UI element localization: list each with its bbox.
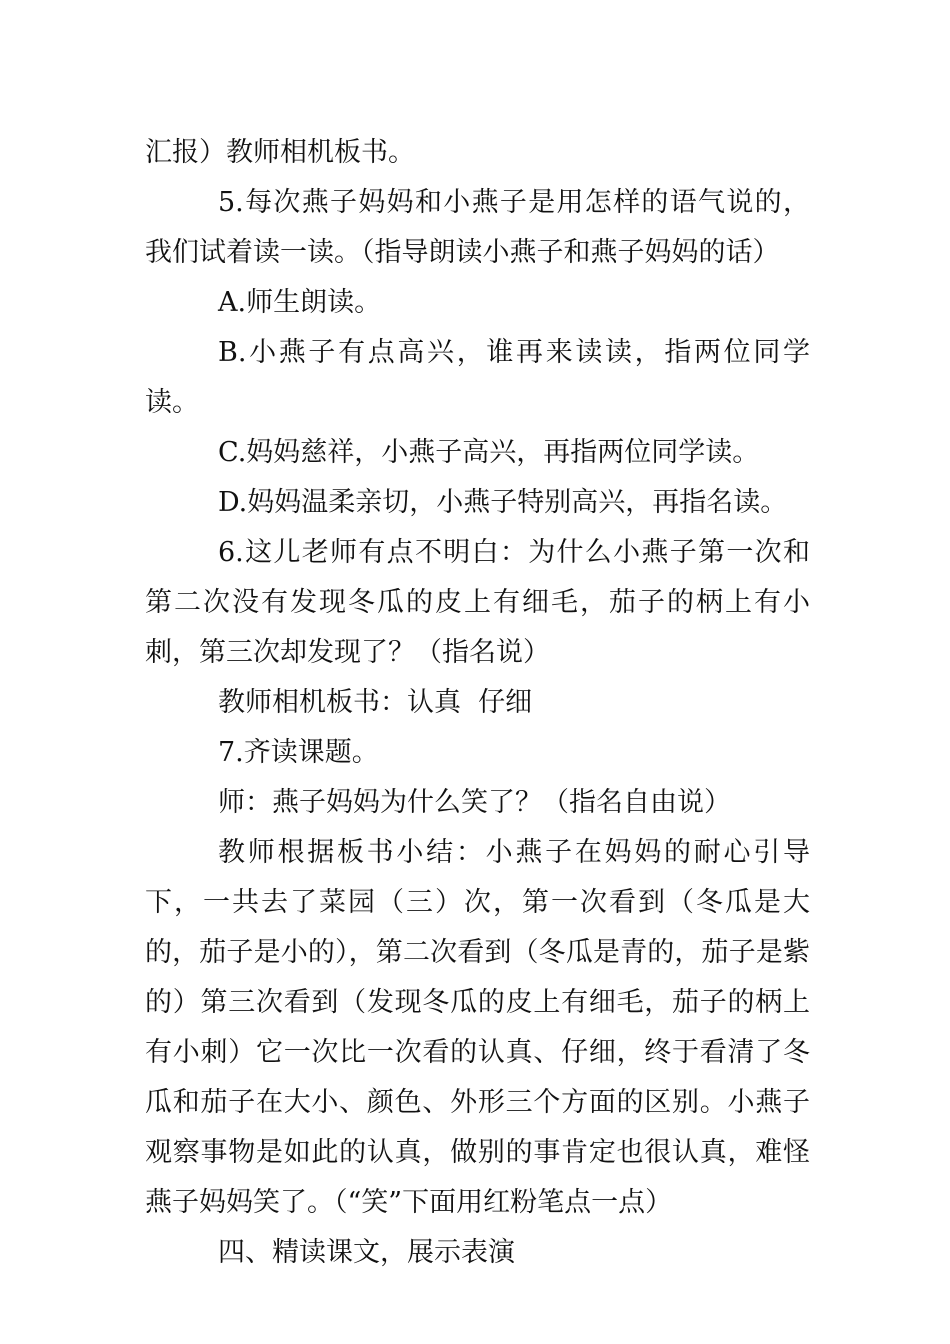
document-body xyxy=(145,128,810,1278)
paragraph-step-5c: C.妈妈慈祥，小燕子高兴，再指两位同学读。 xyxy=(218,437,760,468)
paragraph-step-5b: B.小燕子有点高兴，谁再来读读，指两位同学读。 xyxy=(145,337,810,418)
paragraph-report-continuation: 汇报）教师相机板书。 xyxy=(145,137,415,168)
section-heading-four: 四、精读课文，展示表演 xyxy=(218,1237,515,1268)
paragraph-step-5: 5.每次燕子妈妈和小燕子是用怎样的语气说的，我们试着读一读。（指导朗读小燕子和燕子妈妈的话） xyxy=(145,187,810,268)
paragraph-teacher-summary: 教师根据板书小结：小燕子在妈妈的耐心引导下，一共去了菜园（三）次，第一次看到（冬瓜是大的，茄子是小的），第二次看到（冬瓜是青的，茄子是紫的）第三次看到（发现冬瓜的皮上有细毛，茄子的柄上有小刺）它一次比一次看的认真、仔细，终于看清了冬瓜和茄子在大小、颜色、外形三个方面的区别。小燕子观察事物是如此的认真，做别的事肯定也很认真，难怪燕子妈妈笑了。（“笑”下面用红粉笔点一点） xyxy=(145,837,810,1218)
paragraph-step-6: 6.这儿老师有点不明白：为什么小燕子第一次和第二次没有发现冬瓜的皮上有细毛，茄子的柄上有小刺，第三次却发现了？（指名说） xyxy=(145,537,810,668)
paragraph-step-7: 7.齐读课题。 xyxy=(218,737,379,768)
paragraph-step-5a: A.师生朗读。 xyxy=(218,287,382,318)
paragraph-step-5d: D.妈妈温柔亲切，小燕子特别高兴，再指名读。 xyxy=(218,487,788,518)
paragraph-board-writing: 教师相机板书：认真 仔细 xyxy=(218,687,533,718)
paragraph-teacher-question: 师：燕子妈妈为什么笑了？（指名自由说） xyxy=(218,787,731,818)
